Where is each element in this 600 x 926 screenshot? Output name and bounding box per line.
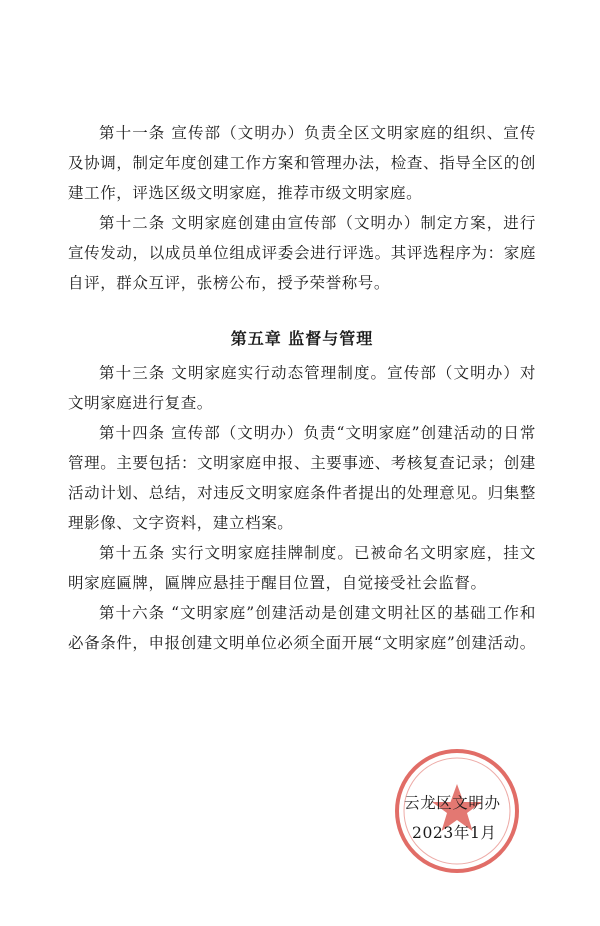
article-11: 第十一条 宣传部（文明办）负责全区文明家庭的组织、宣传及协调，制定年度创建工作方案和管理办法，检查、指导全区的创建工作，评选区级文明家庭，推荐市级文明家庭。: [68, 124, 536, 202]
issuer-name: 云龙区文明办: [404, 794, 501, 812]
article-16: 第十六条 “文明家庭”创建活动是创建文明社区的基础工作和必备条件，申报创建文明单位必须全面开展“文明家庭”创建活动。: [68, 604, 536, 652]
document-body: [68, 118, 536, 658]
article-13: 第十三条 文明家庭实行动态管理制度。宣传部（文明办）对文明家庭进行复查。: [68, 364, 536, 412]
issue-date: 2023年1月: [412, 824, 497, 842]
chapter-heading: 第五章 监督与管理: [230, 329, 374, 348]
signature-block: [404, 788, 544, 848]
article-15: 第十五条 实行文明家庭挂牌制度。已被命名文明家庭，挂文明家庭匾牌，匾牌应悬挂于醒目位置，自觉接受社会监督。: [68, 544, 536, 592]
article-14: 第十四条 宣传部（文明办）负责“文明家庭”创建活动的日常管理。主要包括：文明家庭申报、主要事迹、考核复查记录；创建活动计划、总结，对违反文明家庭条件者提出的处理意见。归集整理影像、文字资料，建立档案。: [68, 424, 536, 532]
article-12: 第十二条 文明家庭创建由宣传部（文明办）制定方案，进行宣传发动，以成员单位组成评委会进行评选。其评选程序为：家庭自评，群众互评，张榜公布，授予荣誉称号。: [68, 214, 536, 292]
